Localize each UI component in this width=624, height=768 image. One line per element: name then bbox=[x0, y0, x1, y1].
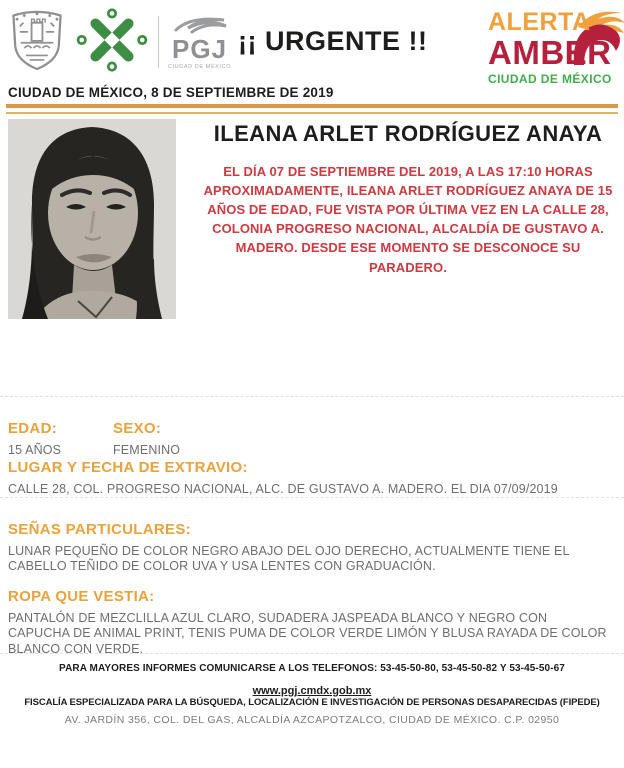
gold-rule-thin bbox=[6, 112, 618, 114]
alerta-amber-logo bbox=[488, 10, 620, 85]
pgj-acronym: PGJ bbox=[172, 33, 228, 64]
section-separator bbox=[0, 396, 624, 397]
amber-line1: ALERTA bbox=[488, 8, 591, 36]
header-logos bbox=[8, 8, 231, 76]
ropa-value: PANTALÓN DE MEZCLILLA AZUL CLARO, SUDADERA JASPEADA BLANCO Y NEGRO CON CAPUCHA DE ANIMAL PRINT, TENIS PUMA DE COLOR VERDE LIMÓN Y BLUSA RAYADA DE COLOR BLANCO CON VERDE. bbox=[8, 611, 607, 656]
senas-label: SEÑAS PARTICULARES: bbox=[8, 521, 191, 538]
pgj-subtitle: CIUDAD DE MÉXICO bbox=[168, 63, 232, 70]
ropa-label: ROPA QUE VESTIA: bbox=[8, 588, 155, 605]
section-lugar-fecha bbox=[8, 459, 608, 497]
urgent-headline: ¡¡ URGENTE !! bbox=[238, 26, 428, 56]
subject-description: EL DÍA 07 DE SEPTIEMBRE DEL 2019, A LAS 17:10 HORAS APROXIMADAMENTE, ILEANA ARLET RODRÍGUEZ ANAYA DE 15 AÑOS DE EDAD, FUE VISTA POR ÚLTIMA VEZ EN LA CALLE 28, COLONIA PROGRESO NACIONAL, ALCALDÍA DE GUSTAVO A. MADERO. DESDE ESE MOMENTO SE DESCONOCE SU PARADERO. bbox=[203, 163, 613, 275]
amber-line3: CIUDAD DE MÉXICO bbox=[488, 72, 612, 86]
missing-person-photo bbox=[8, 119, 176, 319]
section-edad bbox=[8, 420, 61, 458]
address-line: AV. JARDÍN 356, COL. DEL GAS, ALCALDÍA AZCAPOTZALCO, CIUDAD DE MÉXICO. C.P. 02950 bbox=[64, 714, 560, 726]
section-ropa-vestia bbox=[8, 588, 608, 657]
edad-label: EDAD: bbox=[8, 420, 57, 437]
sexo-label: SEXO: bbox=[113, 420, 162, 437]
gold-rule-thick bbox=[6, 104, 618, 108]
section-sexo bbox=[113, 420, 180, 458]
lugar-value: CALLE 28, COL. PROGRESO NACIONAL, ALC. DE GUSTAVO A. MADERO. EL DIA 07/09/2019 bbox=[8, 482, 558, 496]
senas-value: LUNAR PEQUEÑO DE COLOR NEGRO ABAJO DEL OJO DERECHO, ACTUALMENTE TIENE EL CABELLO TEÑIDO DE COLOR UVA Y USA LENTES CON GRADUACIÓN. bbox=[8, 544, 570, 574]
pgj-swoosh-icon bbox=[172, 14, 228, 36]
edad-value: 15 AÑOS bbox=[8, 443, 62, 457]
contact-phones: PARA MAYORES INFORMES COMUNICARSE A LOS TELEFONOS: 53-45-50-80, 53-45-50-82 Y 53-45-50-67 bbox=[59, 663, 565, 674]
subject-name: ILEANA ARLET RODRÍGUEZ ANAYA bbox=[213, 121, 603, 146]
lugar-label: LUGAR Y FECHA DE EXTRAVIO: bbox=[8, 459, 248, 476]
cdmx-logo-icon bbox=[75, 7, 149, 78]
website-link[interactable]: www.pgj.cmdx.gob.mx bbox=[252, 685, 372, 697]
date-line: CIUDAD DE MÉXICO, 8 DE SEPTIEMBRE DE 2019 bbox=[8, 85, 334, 100]
logo-divider bbox=[158, 16, 159, 68]
coat-of-arms-icon bbox=[8, 8, 66, 77]
amber-line2: AMBER bbox=[488, 34, 612, 71]
pgj-logo bbox=[168, 14, 231, 71]
section-senas-particulares bbox=[8, 521, 608, 575]
fiscalia-line: FISCALÍA ESPECIALIZADA PARA LA BÚSQUEDA, LOCALIZACIÓN E INVESTIGACIÓN DE PERSONAS DESAPARECIDAS (FIPEDE) bbox=[24, 697, 600, 708]
subject-column bbox=[196, 121, 620, 277]
sexo-value: FEMENINO bbox=[113, 443, 181, 457]
